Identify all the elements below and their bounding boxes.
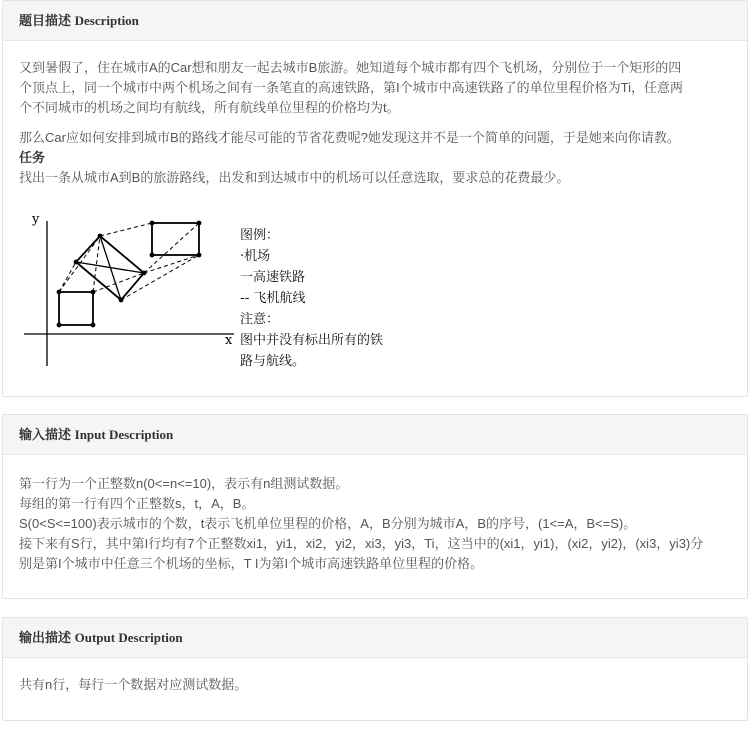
legend-line-5: 注意： xyxy=(240,312,280,327)
description-title-en: Description xyxy=(74,13,139,28)
description-body xyxy=(3,41,747,188)
output-panel xyxy=(2,617,748,721)
output-body xyxy=(3,658,747,695)
input-title-en: Input Description xyxy=(74,427,174,442)
input-panel xyxy=(2,414,748,599)
description-para1-line1: 又到暑假了，住在城市A的Car想和朋友一起去城市B旅游。她知道每个城市都有四个飞机场，分别位于一个矩形的四 xyxy=(19,60,682,75)
output-title-cn: 输出描述 xyxy=(19,630,72,645)
legend-line-2: ·机场 xyxy=(240,249,271,264)
description-para2: 那么Car应如何安排到城市B的路线才能尽可能的节省花费呢?她发现这并不是一个简单的问题，于是她来向你请教。 xyxy=(19,130,680,145)
input-line-2: 每组的第一行有四个正整数s，t，A，B。 xyxy=(19,496,255,511)
legend-line-7: 路与航线。 xyxy=(240,354,306,369)
description-para1-line3: 个不同城市的机场之间均有航线，所有航线单位里程的价格均为t。 xyxy=(19,100,400,115)
y-axis-label: y xyxy=(32,212,40,227)
input-title-cn: 输入描述 xyxy=(19,427,72,442)
legend-line-3: 一高速铁路 xyxy=(240,270,306,285)
city-rect-1 xyxy=(59,292,93,325)
description-panel xyxy=(2,0,748,397)
task-text: 找出一条从城市A到B的旅游路线，出发和到达城市中的机场可以任意选取，要求总的花费最少。 xyxy=(19,170,570,185)
description-para1-line2: 个顶点上，同一个城市中两个机场之间有一条笔直的高速铁路，第I个城市中高速铁路了的单位里程价格为Ti，任意两 xyxy=(19,80,683,95)
description-header xyxy=(3,1,747,41)
input-line-5: 别是第I个城市中任意三个机场的坐标，T I为第I个城市高速铁路单位里程的价格。 xyxy=(19,556,484,571)
city-rect-3 xyxy=(152,223,199,255)
description-title-cn: 题目描述 xyxy=(19,13,72,28)
diagram-legend xyxy=(240,225,430,372)
input-line-3: S(0<S<=100)表示城市的个数，t表示飞机单位里程的价格，A，B分别为城市A，B的序号，(1<=A，B<=S)。 xyxy=(19,516,637,531)
task-title: 任务 xyxy=(19,150,46,165)
legend-line-1: 图例： xyxy=(240,228,280,243)
airports xyxy=(57,221,202,328)
input-line-1: 第一行为一个正整数n(0<=n<=10)，表示有n组测试数据。 xyxy=(19,476,349,491)
input-header xyxy=(3,415,747,455)
output-line-1: 共有n行，每行一个数据对应测试数据。 xyxy=(19,677,248,692)
x-axis-label: x xyxy=(225,333,233,348)
input-body xyxy=(3,455,747,574)
input-line-4: 接下来有S行，其中第I行均有7个正整数xi1，yi1，xi2，yi2，xi3，yi3，Ti，这当中的(xi1，yi1)，(xi2，yi2)，(xi3，yi3)分 xyxy=(19,536,704,551)
legend-line-4: -- 飞机航线 xyxy=(240,291,306,306)
legend-line-6: 图中并没有标出所有的铁 xyxy=(240,333,384,348)
output-title-en: Output Description xyxy=(74,630,183,645)
output-header xyxy=(3,618,747,658)
